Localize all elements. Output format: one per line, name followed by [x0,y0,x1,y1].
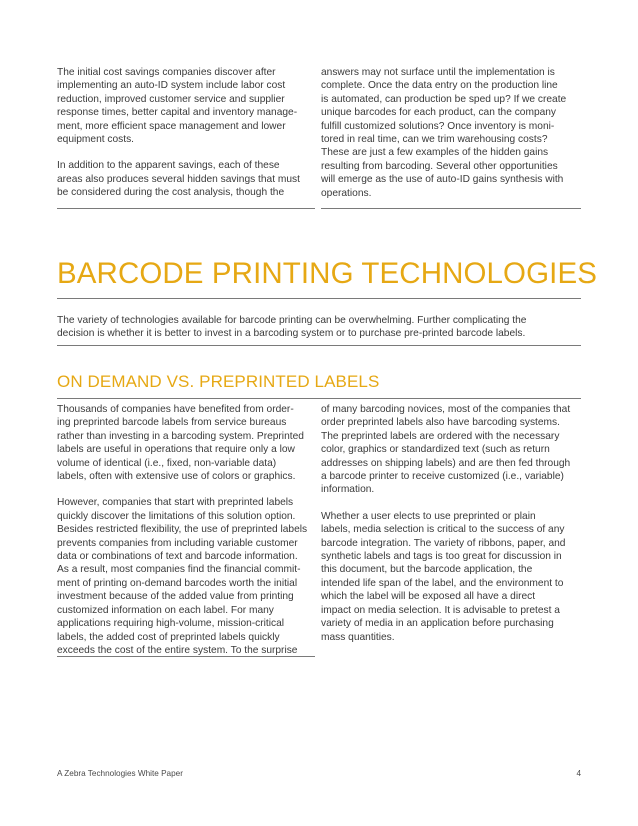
top-right-column [321,66,581,200]
subheading-rule [57,398,581,399]
paragraph: The initial cost savings companies discover after implementing an auto-ID system include labor cost reduction, improved customer service and supplier response times, better capital and inventory manage- ment, more efficient space management and lower equipment costs. [57,67,298,146]
paragraph: of many barcoding novices, most of the companies that order preprinted labels also have barcoding systems. The preprinted labels are ordered with the necessary color, graphics or standardized text (such as return addresses on shipping labels) and are then fed through a barcode printer to receive customized (i.e., variable) information. [321,404,571,496]
paragraph: In addition to the apparent savings, each of these areas also produces several hidden savings that must be considered during the cost analysis, though the [57,160,300,199]
top-left-column [57,66,317,200]
footer-title: A Zebra Technologies White Paper [57,769,183,778]
column-divider-rule [321,208,581,209]
section-intro: The variety of technologies available for barcode printing can be overwhelming. Further complicating the decision is whether it is better to invest in a barcoding system or to purchase pre-printed barcode labels. [57,315,527,340]
section-heading: BARCODE PRINTING TECHNOLOGIES [57,257,597,290]
paragraph: However, companies that start with preprinted labels quickly discover the limitations of this solution option. Besides restricted flexibility, the use of preprinted labels prevents companies from including variable customer data or combinations of text and barcode information. As a result, most companies find the financial commit- ment of printing on-demand barcodes worth the initial investment because of the added value from printing customized information on each label. For many applications requiring high-volume, mission-critical labels, the added cost of preprinted labels quickly exceeds the cost of the entire system. To the surprise [57,497,308,656]
column-divider-rule [57,208,315,209]
column-divider-rule [57,656,315,657]
paragraph: answers may not surface until the implementation is complete. Once the data entry on the production line is automated, can production be sped up? If we create unique barcodes for each product, can the company fulfill customized solutions? Once inventory is moni- tored in real time, can we trim warehousing costs? These are just a few examples of the hidden gains resulting from barcoding. Several other opportunities will emerge as the use of auto-ID gains synthesis with operations. [321,67,567,199]
paragraph: Whether a user elects to use preprinted or plain labels, media selection is critical to the success of any barcode integration. The variety of ribbons, paper, and synthetic labels and tags is too great for discussion in this document, but the barcode application, the intended life span of the label, and the environment to which the label will be exposed all have a direct impact on media selection. It is advisable to pretest a variety of media in an application before purchasing mass quantities. [321,510,566,643]
paragraph: Thousands of companies have benefited from order- ing preprinted barcode labels from service bureaus rather than investing in a barcoding system. Preprinted labels are useful in operations that require only a low volume of identical (i.e., fixed, non-variable data) labels, often with extensive use of colors or graphics. [57,404,304,483]
body-right-column [321,403,581,644]
intro-rule [57,345,581,346]
heading-rule [57,298,581,299]
body-left-column [57,403,317,657]
subsection-heading: ON DEMAND VS. PREPRINTED LABELS [57,372,380,391]
page-number: 4 [576,769,581,778]
